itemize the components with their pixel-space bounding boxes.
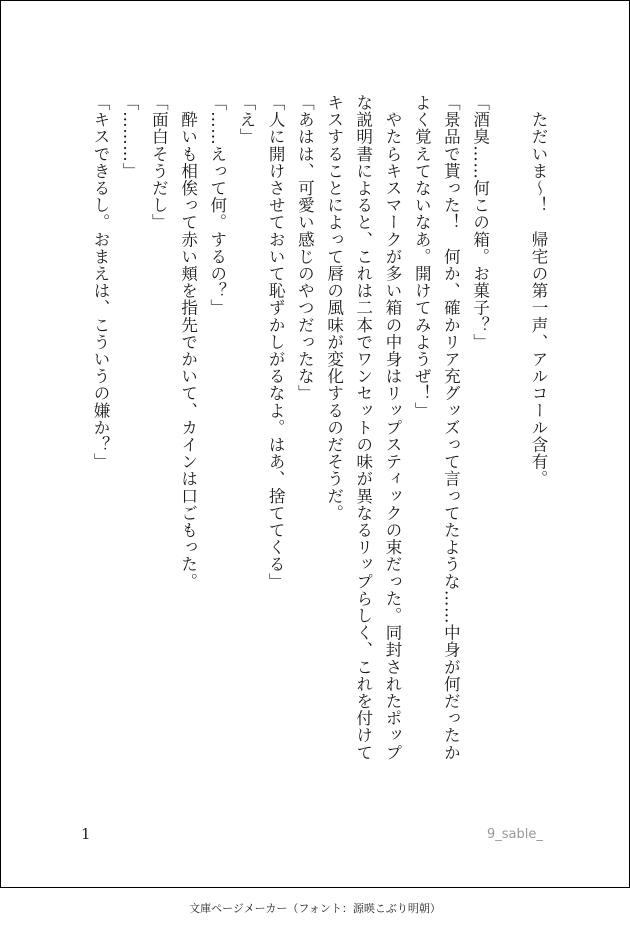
text-line: キスすることによって唇の風味が変化するのだそうだ。	[324, 94, 344, 522]
text-line: 「え」	[236, 94, 256, 146]
text-line: 「あはは、可愛い感じのやつだったな」	[295, 94, 315, 402]
text-line: 「人に開けさせておいて恥ずかしがるなよ。はあ、捨ててくる」	[266, 94, 286, 590]
author-tag: 9_sable_	[487, 827, 543, 842]
page-number: 1	[81, 825, 91, 843]
footer-credit: 文庫ページメーカー（フォント：源暎こぶり明朝）	[189, 902, 441, 915]
text-line: な説明書によると、これは二本でワンセットの味が異なるリップらしく、これを付けて	[353, 94, 373, 761]
text-line: やたらキスマークが多い箱の中身はリップスティックの束だった。同封されたポップ	[382, 94, 402, 761]
text-line: 「酒臭……何この箱。お菓子？」	[470, 94, 490, 351]
text-line	[495, 94, 524, 814]
text-line: 「キスできるし。おまえは、こういうの嫌か？」	[90, 94, 110, 471]
text-line: 「景品で貰った！ 何か、確かリア充グッズって言ってたような……中身が何だったか	[441, 94, 461, 761]
text-line: 「面白そうだし」	[149, 94, 169, 231]
text-line: よく覚えてないなあ。開けてみようぜ！」	[412, 94, 432, 419]
text-line: ただいま〜！ 帰宅の第一声、アルコール含有。	[529, 94, 548, 488]
text-line: 酔いも相俟って赤い頬を指先でかいて、カインは口ごもった。	[178, 94, 198, 590]
text-line: 「……えって何。するの？」	[207, 94, 227, 317]
text-line: 「………」	[120, 94, 140, 180]
vertical-text-body	[86, 94, 553, 814]
